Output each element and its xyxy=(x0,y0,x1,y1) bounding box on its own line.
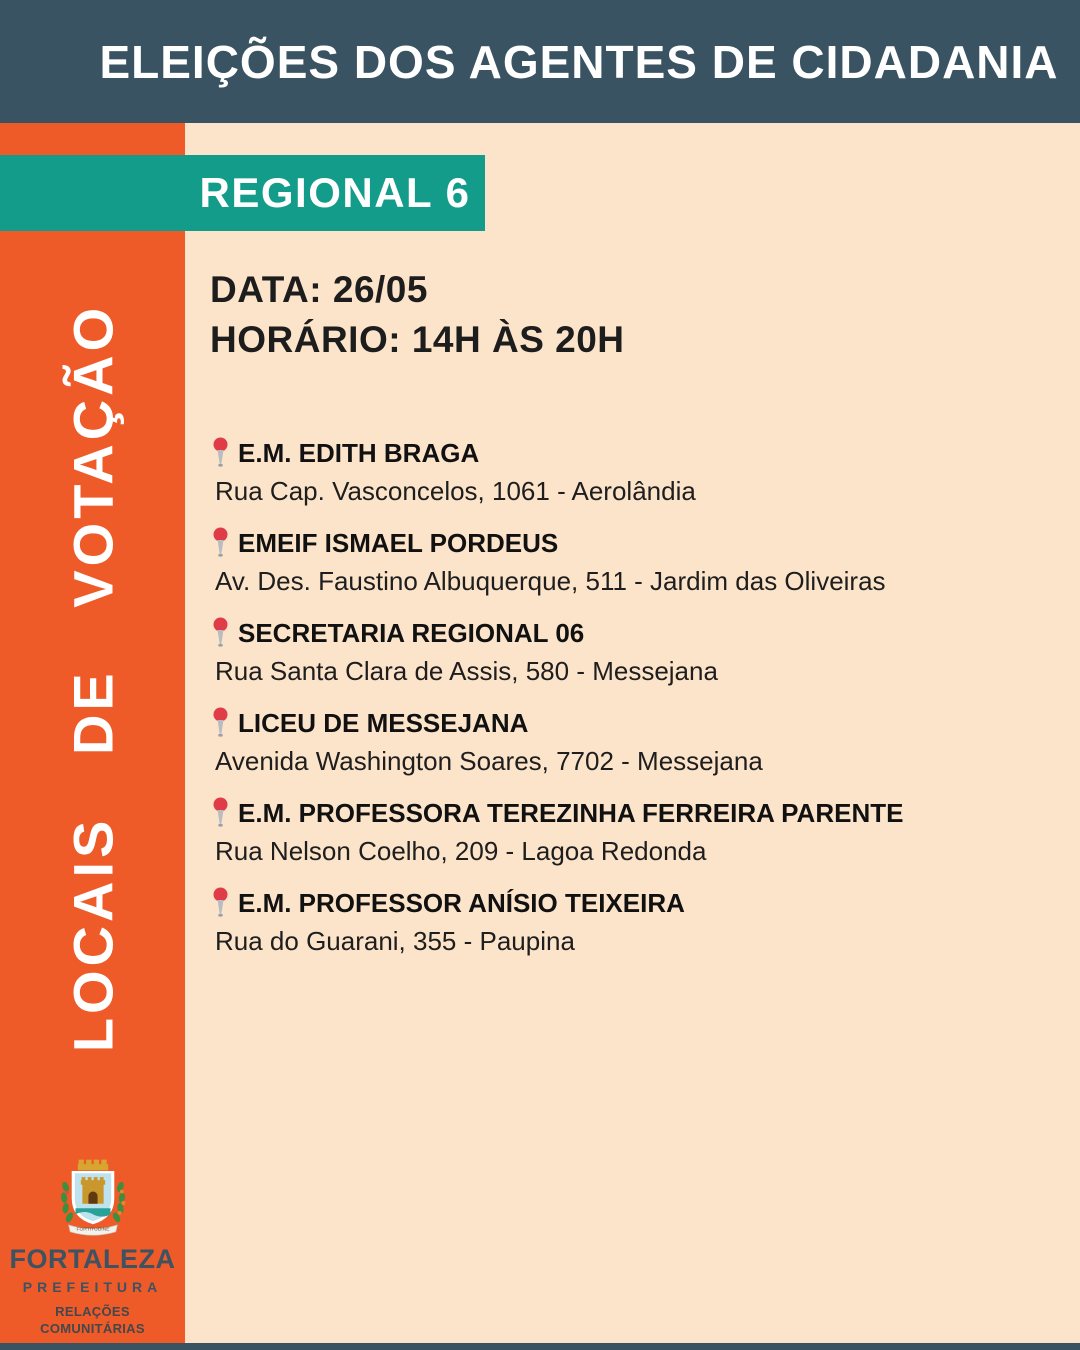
venue-name: LICEU DE MESSEJANA xyxy=(238,707,529,738)
round-pushpin-icon xyxy=(212,437,229,469)
sidebar-vertical-label-box xyxy=(0,268,185,1088)
time-label: HORÁRIO: 14H ÀS 20H xyxy=(210,319,625,360)
list-item xyxy=(212,527,1052,597)
crest-motto: FORTITUDINE xyxy=(75,1227,110,1233)
fortaleza-crest-icon xyxy=(55,1158,131,1238)
list-item xyxy=(212,887,1052,957)
venue-name: EMEIF ISMAEL PORDEUS xyxy=(238,527,559,558)
venue-address: Av. Des. Faustino Albuquerque, 511 - Jardim das Oliveiras xyxy=(215,566,886,596)
venue-list xyxy=(212,437,1052,977)
region-band xyxy=(0,155,485,231)
venue-address: Rua do Guarani, 355 - Paupina xyxy=(215,926,575,956)
date-label: DATA: 26/05 xyxy=(210,269,428,310)
venue-address: Rua Cap. Vasconcelos, 1061 - Aerolândia xyxy=(215,476,696,506)
venue-name: SECRETARIA REGIONAL 06 xyxy=(238,617,585,648)
round-pushpin-icon xyxy=(212,617,229,649)
round-pushpin-icon xyxy=(212,797,229,829)
venue-name: E.M. EDITH BRAGA xyxy=(238,437,480,468)
info-block xyxy=(210,265,625,365)
list-item xyxy=(212,617,1052,687)
logo-city-name: FORTALEZA xyxy=(9,1244,176,1274)
logo-dept-line1: RELAÇÕES xyxy=(55,1304,130,1319)
list-item xyxy=(212,437,1052,507)
venue-address: Rua Santa Clara de Assis, 580 - Messejana xyxy=(215,656,718,686)
list-item xyxy=(212,707,1052,777)
venue-name: E.M. PROFESSOR ANÍSIO TEIXEIRA xyxy=(238,887,685,918)
venue-address: Avenida Washington Soares, 7702 - Messejana xyxy=(215,746,763,776)
list-item xyxy=(212,797,1052,867)
region-label: REGIONAL 6 xyxy=(199,169,471,216)
page-title: ELEIÇÕES DOS AGENTES DE CIDADANIA xyxy=(99,35,1059,88)
header-bar xyxy=(0,0,1080,123)
logo-department xyxy=(0,1303,185,1337)
prefeitura-logo xyxy=(0,1158,185,1337)
round-pushpin-icon xyxy=(212,707,229,739)
logo-org-name: PREFEITURA xyxy=(22,1279,163,1295)
bottom-strip xyxy=(0,1343,1080,1350)
logo-dept-line2: COMUNITÁRIAS xyxy=(40,1321,145,1336)
sidebar-vertical-label: LOCAIS DE VOTAÇÃO xyxy=(61,303,124,1053)
round-pushpin-icon xyxy=(212,887,229,919)
round-pushpin-icon xyxy=(212,527,229,559)
venue-address: Rua Nelson Coelho, 209 - Lagoa Redonda xyxy=(215,836,707,866)
venue-name: E.M. PROFESSORA TEREZINHA FERREIRA PARENTE xyxy=(238,797,904,828)
